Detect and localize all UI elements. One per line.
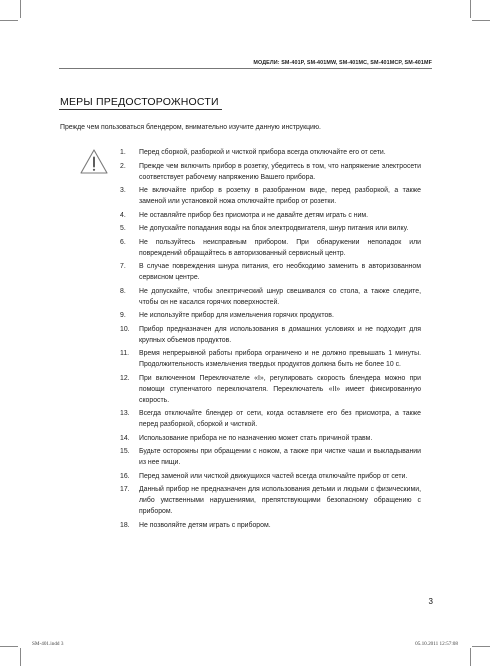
item-text: Не допускайте попадания воды на блок электродвигателя, шнур питания или вилку.	[139, 225, 409, 233]
list-item	[120, 485, 421, 518]
item-text: Прежде чем включить прибор в розетку, убедитесь в том, что напряжение электросети соответствует рабочему напряжению Вашего прибора.	[139, 162, 421, 181]
section-title-underline	[59, 109, 222, 110]
section-title: МЕРЫ ПРЕДОСТОРОЖНОСТИ	[60, 96, 219, 108]
crop-mark	[0, 20, 18, 21]
list-item	[120, 238, 421, 260]
item-number: 1.	[120, 149, 126, 156]
item-text: Не включайте прибор в розетку в разобранном виде, перед разборкой, а также заменой или установкой ножа отключайте прибор от розетки.	[139, 187, 421, 205]
list-item	[120, 211, 421, 222]
item-number: 8.	[120, 287, 126, 295]
item-number: 18.	[120, 521, 130, 529]
print-timestamp: 05.10.2011 12:57:08	[415, 641, 458, 647]
list-item	[120, 162, 421, 184]
item-text: Будьте осторожны при обращении с ножом, а также при чистке чаши и выкладывании из нее пищи.	[139, 448, 421, 467]
crop-mark	[20, 648, 21, 666]
list-item	[120, 472, 421, 483]
item-text: Перед заменой или чисткой движущихся частей всегда отключайте прибор от сети.	[139, 472, 408, 480]
crop-mark	[472, 20, 490, 21]
header-rule	[59, 68, 432, 69]
item-number: 12.	[120, 374, 130, 382]
list-item	[120, 262, 421, 284]
crop-mark	[472, 646, 490, 647]
file-slug: SM-401.indd 3	[32, 641, 64, 647]
item-number: 14.	[120, 434, 130, 442]
item-number: 16.	[120, 472, 130, 480]
item-text: Использование прибора не по назначению может стать причиной травм.	[139, 434, 373, 442]
item-number: 10.	[120, 325, 130, 333]
crop-mark	[20, 0, 21, 18]
item-text: Не используйте прибор для измельчения горячих продуктов.	[139, 312, 334, 320]
item-text: Не допускайте, чтобы электрический шнур свешивался со стола, а также следите, чтобы он не касался горячих поверхностей.	[139, 287, 421, 306]
item-text: В случае повреждения шнура питания, его необходимо заменить в авторизованном сервисном центре.	[139, 263, 421, 282]
item-text: При включенном Переключателе «I», регулировать скорость блендера можно при помощи ступенчатого переключателя. Переключатель «II» имеет фиксированную скорость.	[139, 374, 421, 404]
list-item	[120, 148, 421, 159]
item-number: 2.	[120, 162, 126, 170]
list-item	[120, 311, 421, 322]
item-number: 13.	[120, 410, 130, 418]
item-text: Данный прибор не предназначен для использования детьми и людьми с физическими, либо умственными нарушениями, препятствующими безопасному обращению с прибором.	[139, 486, 421, 516]
list-item	[120, 349, 421, 371]
item-number: 7.	[120, 263, 126, 271]
item-number: 15.	[120, 448, 130, 456]
item-text: Не позволяйте детям играть с прибором.	[139, 521, 271, 529]
page-number: 3	[428, 597, 433, 606]
item-number: 4.	[120, 211, 126, 219]
list-item	[120, 434, 421, 445]
warning-triangle-icon	[79, 148, 109, 176]
list-item	[120, 287, 421, 309]
item-number: 3.	[120, 187, 126, 195]
item-number: 9.	[120, 312, 126, 320]
list-item	[120, 186, 421, 208]
precautions-list	[120, 148, 421, 534]
item-text: Перед сборкой, разборкой и чисткой прибора всегда отключайте его от сети.	[139, 149, 386, 156]
item-text: Всегда отключайте блендер от сети, когда оставляете его без присмотра, а также перед разборкой, сборкой и чисткой.	[139, 410, 421, 429]
model-list: МОДЕЛИ: SM-401P, SM-401MW, SM-401MC, SM-401MCP, SM-401MF	[253, 60, 432, 66]
crop-mark	[0, 646, 18, 647]
list-item	[120, 521, 421, 532]
item-number: 11.	[120, 350, 130, 358]
item-text: Прибор предназначен для использования в домашних условиях и не подходит для крупных объемов продуктов.	[139, 325, 421, 344]
list-item	[120, 409, 421, 431]
item-text: Не пользуйтесь неисправным прибором. При обнаружении неполадок или повреждений обращайтесь в авторизованный сервисный центр.	[139, 238, 421, 257]
intro-text: Прежде чем пользоваться блендером, внимательно изучите данную инструкцию.	[60, 124, 321, 131]
item-text: Не оставляйте прибор без присмотра и не давайте детям играть с ним.	[139, 211, 369, 219]
crop-mark	[470, 0, 471, 18]
list-item	[120, 374, 421, 407]
item-number: 6.	[120, 238, 126, 246]
list-item	[120, 224, 421, 235]
item-number: 17.	[120, 486, 130, 494]
item-number: 5.	[120, 225, 126, 233]
item-text: Время непрерывной работы прибора ограничено и не должно превышать 1 минуты. Продолжительность измельчения твердых продуктов должна быть не более 10 с.	[139, 350, 421, 369]
crop-mark	[470, 648, 471, 666]
list-item	[120, 447, 421, 469]
list-item	[120, 325, 421, 347]
